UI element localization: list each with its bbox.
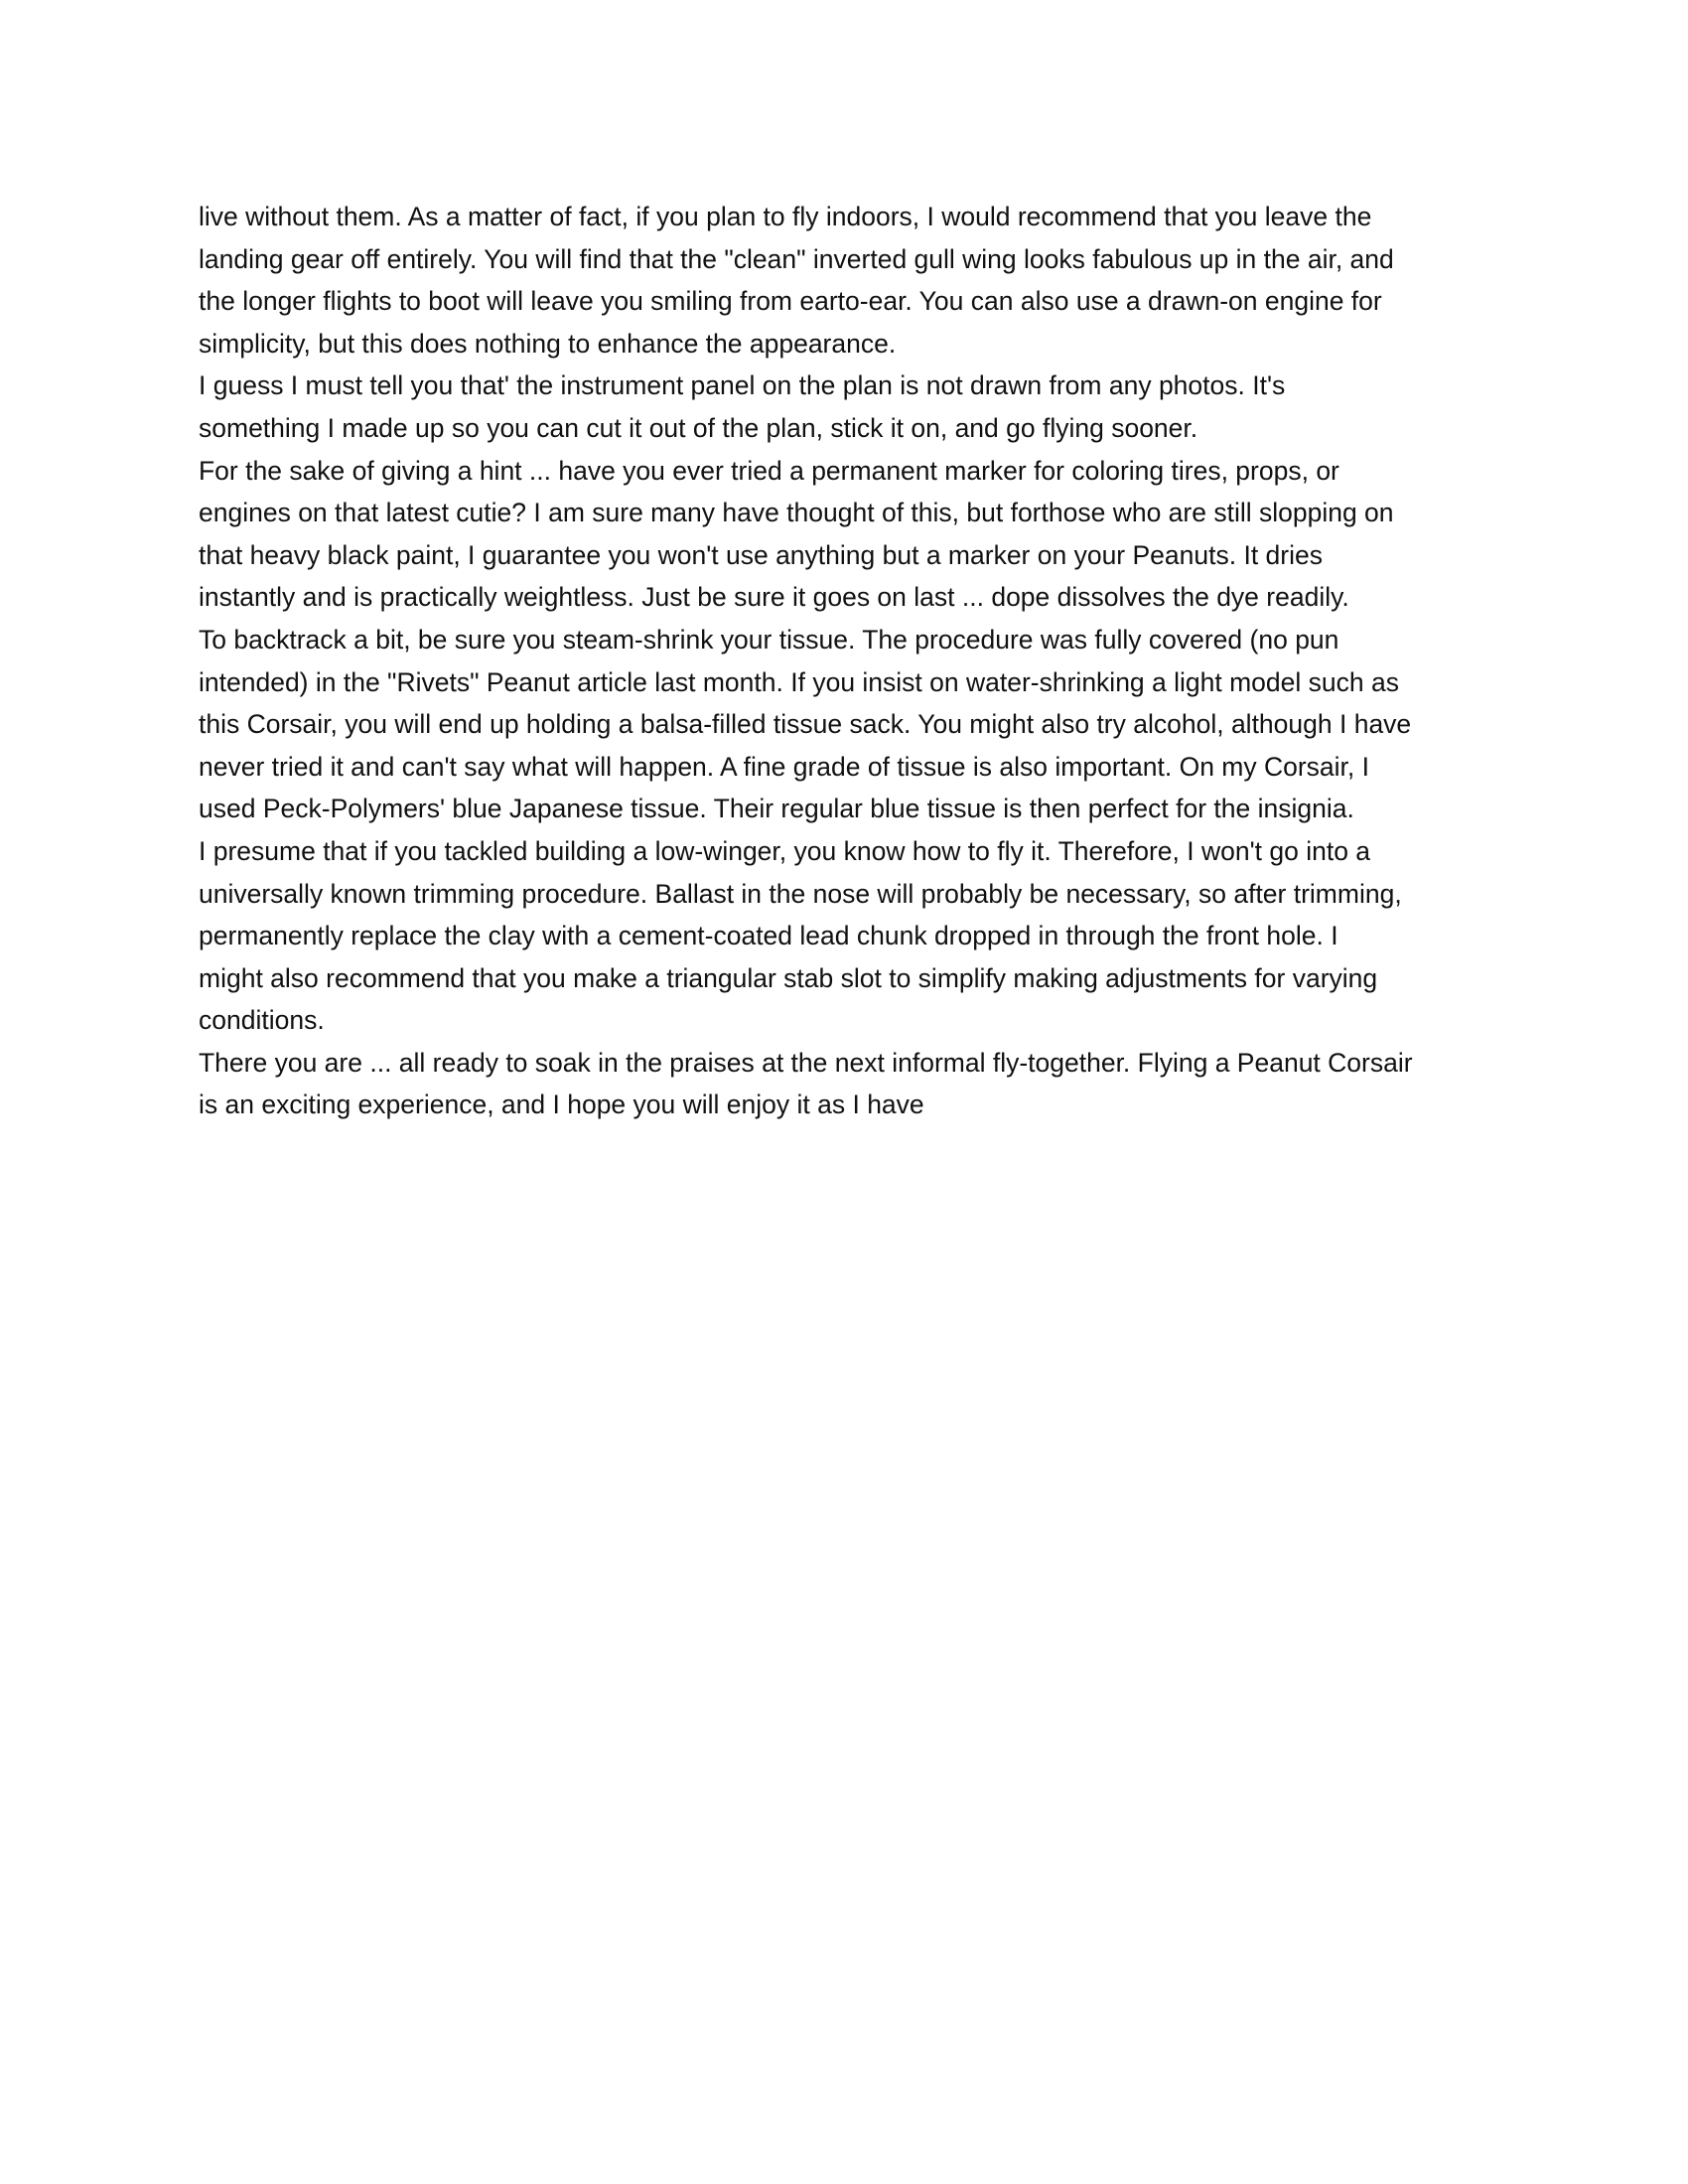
- text-line: conditions.: [199, 1005, 325, 1036]
- text-line: something I made up so you can cut it out of the plan, stick it on, and go flying sooner.: [199, 412, 1198, 443]
- paragraph-tissue-shrinking: [199, 619, 1489, 830]
- text-line: I presume that if you tackled building a low-winger, you know how to fly it. Therefore, I won't go into a: [199, 835, 1371, 866]
- text-line: There you are ... all ready to soak in the praises at the next informal fly-together. Flying a Peanut Corsair: [199, 1047, 1413, 1078]
- text-line: I guess I must tell you that' the instrument panel on the plan is not drawn from any photos. It's: [199, 370, 1286, 401]
- text-line: intended) in the "Rivets" Peanut article last month. If you insist on water-shrinking a light model such as: [199, 666, 1399, 697]
- text-line: live without them. As a matter of fact, if you plan to fly indoors, I would recommend that you leave the: [199, 202, 1372, 231]
- paragraph-marker-hint: [199, 450, 1489, 619]
- text-line: might also recommend that you make a triangular stab slot to simplify making adjustments for varying: [199, 962, 1378, 993]
- text-line: universally known trimming procedure. Ballast in the nose will probably be necessary, so after trimming,: [199, 878, 1402, 909]
- text-line: To backtrack a bit, be sure you steam-shrink your tissue. The procedure was fully covered (no pun: [199, 624, 1339, 655]
- text-line: For the sake of giving a hint ... have you ever tried a permanent marker for coloring tires, props, or: [199, 455, 1339, 486]
- text-line: permanently replace the clay with a cement-coated lead chunk dropped in through the front hole. I: [199, 921, 1338, 951]
- text-line: the longer flights to boot will leave you smiling from earto-ear. You can also use a drawn-on engine for: [199, 286, 1382, 317]
- paragraph-trimming: [199, 830, 1489, 1042]
- text-line: used Peck-Polymers' blue Japanese tissue. Their regular blue tissue is then perfect for the insignia.: [199, 794, 1354, 824]
- text-line: engines on that latest cutie? I am sure many have thought of this, but forthose who are still slopping on: [199, 498, 1394, 528]
- body-text: [199, 196, 1489, 1126]
- text-line: simplicity, but this does nothing to enhance the appearance.: [199, 328, 897, 359]
- text-line: that heavy black paint, I guarantee you won't use anything but a marker on your Peanuts. It dries: [199, 539, 1323, 570]
- text-line: instantly and is practically weightless. Just be sure it goes on last ... dope dissolves the dye readily.: [199, 582, 1349, 613]
- text-line: landing gear off entirely. You will find that the "clean" inverted gull wing looks fabulous up in the air, and: [199, 243, 1394, 274]
- text-line: this Corsair, you will end up holding a balsa-filled tissue sack. You might also try alcohol, although I have: [199, 709, 1412, 740]
- text-line: is an exciting experience, and I hope you will enjoy it as I have: [199, 1090, 924, 1120]
- paragraph-conclusion: [199, 1042, 1489, 1126]
- paragraph-instrument-panel: [199, 364, 1489, 449]
- paragraph-landing-gear: [199, 196, 1489, 364]
- text-line: never tried it and can't say what will happen. A fine grade of tissue is also important. On my Corsair, I: [199, 751, 1370, 782]
